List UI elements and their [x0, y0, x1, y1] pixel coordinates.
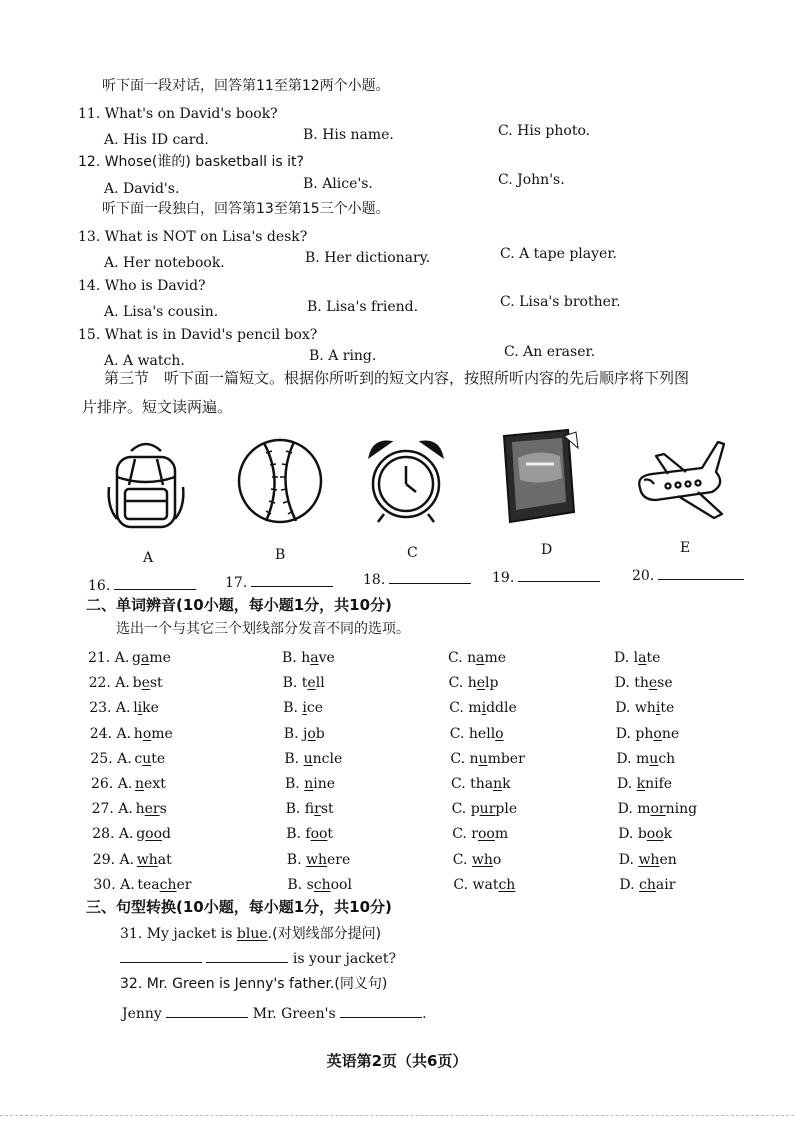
word-part: g — [136, 826, 146, 843]
underlined-letters: i — [481, 700, 487, 717]
q32-end: . — [422, 1006, 427, 1022]
option-b[interactable] — [283, 699, 323, 717]
word-part: t — [327, 826, 334, 843]
word-part: ke — [142, 700, 159, 717]
word-part: te — [151, 750, 166, 767]
underlined-letters: ch — [313, 876, 331, 893]
option-a[interactable] — [137, 851, 172, 869]
underlined-letters: a — [310, 650, 319, 666]
word-part: B. — [286, 851, 306, 868]
word-part: C. wat — [453, 876, 499, 893]
option-a[interactable] — [136, 825, 171, 843]
underlined-letters: wh — [306, 851, 327, 868]
word-part: C. hell — [449, 725, 496, 742]
part2-title: 二、单词辨音(10小题，每小题1分，共10分) — [86, 596, 392, 614]
word-part: at — [157, 851, 172, 868]
word-part: d — [162, 826, 171, 843]
word-part: ine — [313, 776, 336, 792]
word-part: ddle — [486, 700, 517, 717]
word-part: me — [151, 725, 173, 742]
page-footer: 英语第2页（共6页） — [326, 1052, 468, 1070]
word-part: m — [494, 826, 509, 843]
underlined-letters: wh — [136, 851, 158, 868]
option-d[interactable] — [615, 674, 673, 692]
answer-blank[interactable] — [114, 575, 196, 590]
option-c[interactable] — [453, 876, 515, 894]
word-part: b — [132, 675, 142, 692]
underlined-letters: o — [495, 725, 504, 742]
option-a[interactable] — [135, 775, 166, 793]
option-d[interactable] — [614, 649, 660, 667]
underlined-letters: u — [303, 750, 313, 767]
underlined-letters: u — [649, 750, 659, 767]
underlined-letters: a — [140, 650, 150, 666]
word-part: C. — [452, 851, 472, 868]
underlined-letters: e — [141, 675, 150, 692]
underlined-letters: n — [135, 776, 145, 792]
answer-blank[interactable] — [389, 569, 471, 584]
question-11: 11. What's on David's book? — [78, 106, 278, 122]
underlined-letters: wh — [471, 851, 493, 868]
question-number: 22. A. — [88, 675, 130, 692]
word-part: nife — [645, 776, 673, 792]
option-c[interactable] — [452, 825, 508, 843]
underlined-letters: o — [653, 725, 662, 742]
q32-blank-1[interactable] — [166, 1003, 248, 1018]
q14-option-c[interactable]: C. Lisa's brother. — [500, 294, 621, 310]
question-number: 25. A. — [90, 750, 132, 767]
underlined-letters: e — [307, 675, 316, 692]
option-d[interactable] — [619, 851, 677, 869]
underlined-letters: e — [648, 675, 658, 692]
word-part: s — [159, 801, 167, 818]
word-part: ll — [315, 675, 325, 692]
word-part: b — [315, 725, 325, 742]
word-part: D. — [617, 776, 637, 792]
underlined-letters: oo — [310, 826, 328, 843]
book-icon — [498, 428, 580, 524]
option-a[interactable] — [132, 649, 171, 667]
word-part: D. wh — [615, 700, 656, 717]
option-d[interactable] — [618, 800, 698, 818]
section3-instruction-cont: 片排序。短文读两遍。 — [82, 398, 233, 416]
backpack-icon — [105, 435, 187, 533]
word-part: C. n — [450, 750, 479, 767]
question-14: 14. Who is David? — [78, 278, 206, 294]
option-c[interactable] — [450, 725, 504, 743]
q31-blank-1[interactable] — [120, 948, 202, 963]
word-part: ncle — [312, 750, 343, 767]
answer-blank[interactable] — [251, 572, 333, 587]
underlined-letters: a — [476, 650, 485, 666]
underlined-letters: ch — [159, 876, 177, 893]
word-part: B. j — [283, 725, 308, 742]
word-part: D. m — [617, 801, 651, 818]
option-d[interactable] — [618, 825, 672, 843]
word-part: er — [176, 876, 192, 893]
word-part: me — [149, 650, 171, 666]
word-part: te — [646, 650, 661, 666]
picture-label-c: C — [407, 545, 418, 561]
monologue-intro: 听下面一段独白，回答第13至第15三个小题。 — [102, 201, 390, 217]
question-number: 29. A. — [92, 851, 135, 868]
q12-option-c[interactable]: C. John's. — [498, 172, 565, 188]
option-a[interactable] — [133, 699, 159, 717]
q11-option-a[interactable]: A. His ID card. — [104, 132, 209, 148]
word-part: C. tha — [451, 776, 494, 792]
underlined-letters: ch — [498, 876, 516, 893]
underlined-letters: i — [655, 700, 661, 717]
word-part: D. b — [618, 826, 647, 843]
word-part: D. — [619, 876, 640, 893]
underlined-letters: er — [144, 801, 160, 818]
word-part: D. l — [614, 650, 639, 666]
word-part: ere — [327, 851, 351, 868]
q15-option-a[interactable]: A. A watch. — [104, 353, 185, 369]
underlined-letters: o — [307, 725, 316, 742]
word-part: h — [133, 725, 143, 742]
option-b[interactable] — [283, 674, 325, 692]
word-part: B. — [283, 700, 303, 717]
word-part: air — [655, 876, 676, 893]
word-part: c — [134, 750, 143, 767]
q12-option-b[interactable]: B. Alice's. — [303, 176, 373, 192]
q32-word-2: Mr. Green's — [252, 1006, 336, 1022]
part3-title: 三、句型转换(10小题，每小题1分，共10分) — [86, 898, 392, 916]
option-d[interactable] — [617, 775, 672, 793]
q14-option-b[interactable]: B. Lisa's friend. — [307, 299, 419, 315]
underlined-letters: oo — [478, 826, 495, 843]
underlined-letters: ur — [479, 801, 496, 818]
question-13: 13. What is NOT on Lisa's desk? — [78, 229, 308, 245]
q31-answer-line — [120, 948, 396, 968]
option-d[interactable] — [616, 750, 675, 768]
word-part: ce — [306, 700, 324, 717]
answer-20 — [632, 565, 744, 585]
underlined-letters: i — [137, 700, 143, 717]
word-part: l — [133, 700, 138, 717]
word-part: C. p — [451, 801, 480, 818]
q14-option-a[interactable]: A. Lisa's cousin. — [104, 304, 219, 320]
word-part: D. th — [614, 675, 649, 692]
underlined-letters: n — [304, 776, 314, 792]
option-b[interactable] — [287, 851, 350, 869]
word-part: D. — [618, 851, 639, 868]
option-c[interactable] — [452, 800, 518, 818]
answer-blank[interactable] — [658, 565, 744, 580]
section3-instruction: 第三节 听下面一篇短文。根据你所听到的短文内容，按照所听内容的先后顺序将下列图 — [104, 369, 690, 387]
option-a[interactable] — [134, 750, 165, 768]
option-a[interactable] — [134, 725, 173, 743]
scan-edge-divider — [0, 1115, 794, 1116]
q31-underlined-word: blue — [236, 926, 268, 942]
word-part: ool — [330, 876, 352, 893]
q15-option-b[interactable]: B. A ring. — [309, 348, 377, 364]
word-part: B. t — [282, 675, 308, 692]
word-part: k — [502, 776, 511, 792]
part2-instruction: 选出一个与其它三个划线部分发音不同的选项。 — [116, 621, 410, 637]
question-number: 27. A. — [91, 801, 133, 818]
option-d[interactable] — [616, 725, 679, 743]
option-b[interactable] — [282, 649, 335, 667]
question-number: 26. A. — [91, 776, 133, 792]
underlined-letters: wh — [638, 851, 660, 868]
picture-label-e: E — [680, 540, 691, 556]
answer-19 — [492, 567, 600, 587]
q15-option-c[interactable]: C. An eraser. — [504, 344, 596, 360]
word-part: B. h — [282, 650, 311, 666]
underlined-letters: u — [142, 750, 152, 767]
word-part: k — [663, 826, 673, 843]
q32-answer-line — [122, 1003, 427, 1023]
underlined-letters: oo — [646, 826, 664, 843]
q11-option-c[interactable]: C. His photo. — [498, 123, 591, 139]
underlined-letters: a — [638, 650, 647, 666]
question-15: 15. What is in David's pencil box? — [78, 327, 318, 343]
word-part: ne — [661, 725, 680, 742]
answer-number: 16. — [88, 578, 111, 594]
word-part: C. n — [448, 650, 477, 666]
underlined-letters: e — [476, 675, 486, 692]
dialogue-intro: 听下面一段对话，回答第11至第12两个小题。 — [102, 78, 390, 94]
answer-16 — [88, 575, 196, 595]
word-part: ext — [144, 776, 166, 792]
word-part: en — [659, 851, 677, 868]
q11-option-b[interactable]: B. His name. — [303, 127, 394, 143]
baseball-icon — [236, 437, 324, 525]
question-31 — [120, 925, 381, 943]
word-part: ve — [318, 650, 335, 666]
option-b[interactable] — [286, 800, 334, 818]
question-12: 12. Whose(谁的) basketball is it? — [78, 154, 304, 170]
option-b[interactable] — [286, 825, 333, 843]
word-part: C. h — [448, 675, 477, 692]
option-b[interactable] — [285, 775, 335, 793]
q13-option-a[interactable]: A. Her notebook. — [104, 255, 225, 271]
word-part: st — [149, 675, 163, 692]
word-part: D. ph — [615, 725, 654, 742]
word-part: tea — [137, 876, 160, 893]
word-part: B. f — [286, 826, 311, 843]
option-c[interactable] — [451, 775, 511, 793]
underlined-letters: oo — [145, 826, 163, 843]
answer-18 — [363, 569, 471, 589]
word-part: me — [484, 650, 507, 666]
word-part: D. m — [616, 750, 650, 767]
underlined-letters: u — [478, 750, 488, 767]
q12-option-a[interactable]: A. David's. — [104, 181, 180, 197]
answer-number: 17. — [225, 575, 248, 591]
word-part: g — [132, 650, 141, 666]
word-part: B. — [285, 776, 305, 792]
q13-option-b[interactable]: B. Her dictionary. — [305, 250, 431, 266]
alarm-clock-icon — [366, 436, 446, 524]
word-part: ple — [495, 801, 518, 818]
q31-answer-tail: is your jacket? — [292, 951, 396, 967]
picture-label-b: B — [275, 547, 286, 563]
option-c[interactable] — [449, 699, 517, 717]
question-number: 23. A. — [89, 700, 131, 717]
option-a[interactable] — [137, 876, 191, 894]
option-a[interactable] — [133, 674, 163, 692]
option-b[interactable] — [287, 876, 352, 894]
word-part: C. m — [449, 700, 482, 717]
question-number: 24. A. — [89, 725, 132, 742]
question-number: 21. A. — [88, 650, 130, 666]
underlined-letters: ir — [314, 801, 321, 818]
q32-blank-2[interactable] — [340, 1003, 422, 1018]
question-number: 28. A. — [92, 826, 134, 843]
option-d[interactable] — [619, 876, 675, 894]
underlined-letters: k — [636, 776, 646, 792]
answer-blank[interactable] — [518, 567, 600, 582]
airplane-icon — [632, 438, 728, 522]
question-number: 30. A. — [93, 876, 135, 893]
question-32: 32. Mr. Green is Jenny's father.(同义句) — [120, 976, 388, 992]
word-part: C. r — [452, 826, 478, 843]
word-part: ning — [665, 801, 698, 818]
q31-blank-2[interactable] — [206, 948, 288, 963]
underlined-letters: n — [493, 776, 503, 792]
option-c[interactable] — [453, 851, 502, 869]
option-c[interactable] — [448, 649, 506, 667]
word-part: ch — [658, 750, 676, 767]
underlined-letters: o — [142, 725, 152, 742]
underlined-letters: i — [302, 700, 307, 717]
answer-number: 18. — [363, 572, 386, 588]
q32-word-1: Jenny — [122, 1006, 162, 1022]
option-b[interactable] — [284, 750, 342, 768]
word-part: h — [135, 801, 145, 818]
word-part: se — [657, 675, 673, 692]
word-part: st — [320, 801, 334, 818]
option-a[interactable] — [136, 800, 167, 818]
word-part: B. f — [285, 801, 315, 818]
word-part: B. — [284, 750, 304, 767]
word-part: lp — [485, 675, 499, 692]
option-d[interactable] — [615, 699, 674, 717]
picture-label-a: A — [143, 550, 154, 566]
answer-number: 20. — [632, 568, 655, 584]
q13-option-c[interactable]: C. A tape player. — [500, 246, 617, 262]
word-part: mber — [487, 750, 525, 767]
q31-prefix: 31. My jacket is — [120, 926, 237, 942]
option-c[interactable] — [450, 750, 524, 768]
picture-label-d: D — [541, 542, 553, 558]
word-part: te — [660, 700, 675, 717]
underlined-letters: ch — [639, 876, 656, 893]
underlined-letters: or — [650, 801, 666, 818]
word-part: o — [492, 851, 502, 868]
q31-suffix: .(对划线部分提问) — [267, 926, 382, 942]
word-part: B. s — [287, 876, 314, 893]
option-c[interactable] — [449, 674, 499, 692]
option-b[interactable] — [284, 725, 325, 743]
answer-number: 19. — [492, 570, 515, 586]
answer-17 — [225, 572, 333, 592]
